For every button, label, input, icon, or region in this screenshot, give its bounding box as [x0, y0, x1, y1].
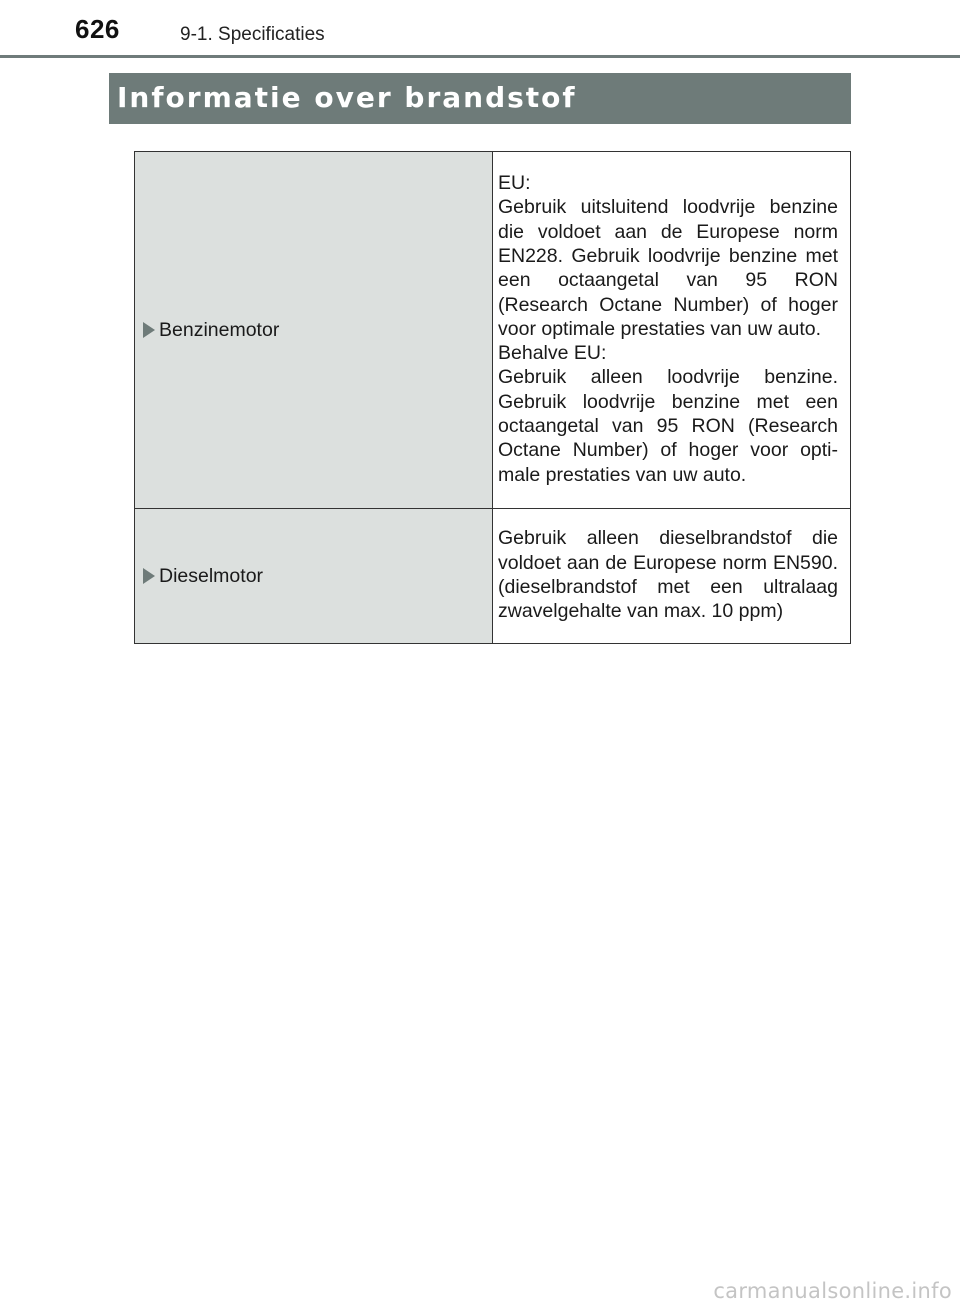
triangle-bullet-icon: [143, 568, 155, 584]
fuel-table: [134, 151, 851, 644]
title-band: [109, 73, 851, 124]
paragraph: Gebruik alleen loodvrije benzine. Gebruik loodvrije benzine met een octaangetal van 95 RON (Research Octane Number) of hoger voor opti-male prestaties van uw auto.: [498, 366, 838, 486]
row-label: Dieselmotor: [159, 564, 264, 587]
table-label-cell: [135, 152, 493, 509]
row-label: Benzinemotor: [159, 318, 280, 341]
paragraph: EU:: [498, 172, 531, 195]
header-rule: [0, 55, 960, 58]
watermark: carmanualsonline.info: [713, 1279, 952, 1303]
paragraph: Gebruik alleen dieselbrandstof die voldoet aan de Europese norm EN590. (dieselbrandstof met een ultralaag zwavelgehalte van max. 10 ppm): [498, 527, 838, 623]
page-number: 626: [75, 14, 120, 44]
triangle-bullet-icon: [143, 322, 155, 338]
page-title: Informatie over brandstof: [117, 81, 577, 114]
table-text-cell: [493, 152, 851, 509]
section-heading: 9-1. Specificaties: [180, 24, 325, 45]
table-label-cell: [135, 509, 493, 644]
table-row: [135, 509, 851, 644]
table-row: [135, 152, 851, 509]
paragraph: Gebruik uitsluitend loodvrije benzine die voldoet aan de Europese norm EN228. Gebruik loodvrije benzine met een octaangetal van 95 RON (Research Octane Number) of hoger voor optimale prestaties van uw auto.: [498, 196, 838, 340]
table-text-cell: [493, 509, 851, 644]
paragraph: Behalve EU:: [498, 342, 607, 365]
